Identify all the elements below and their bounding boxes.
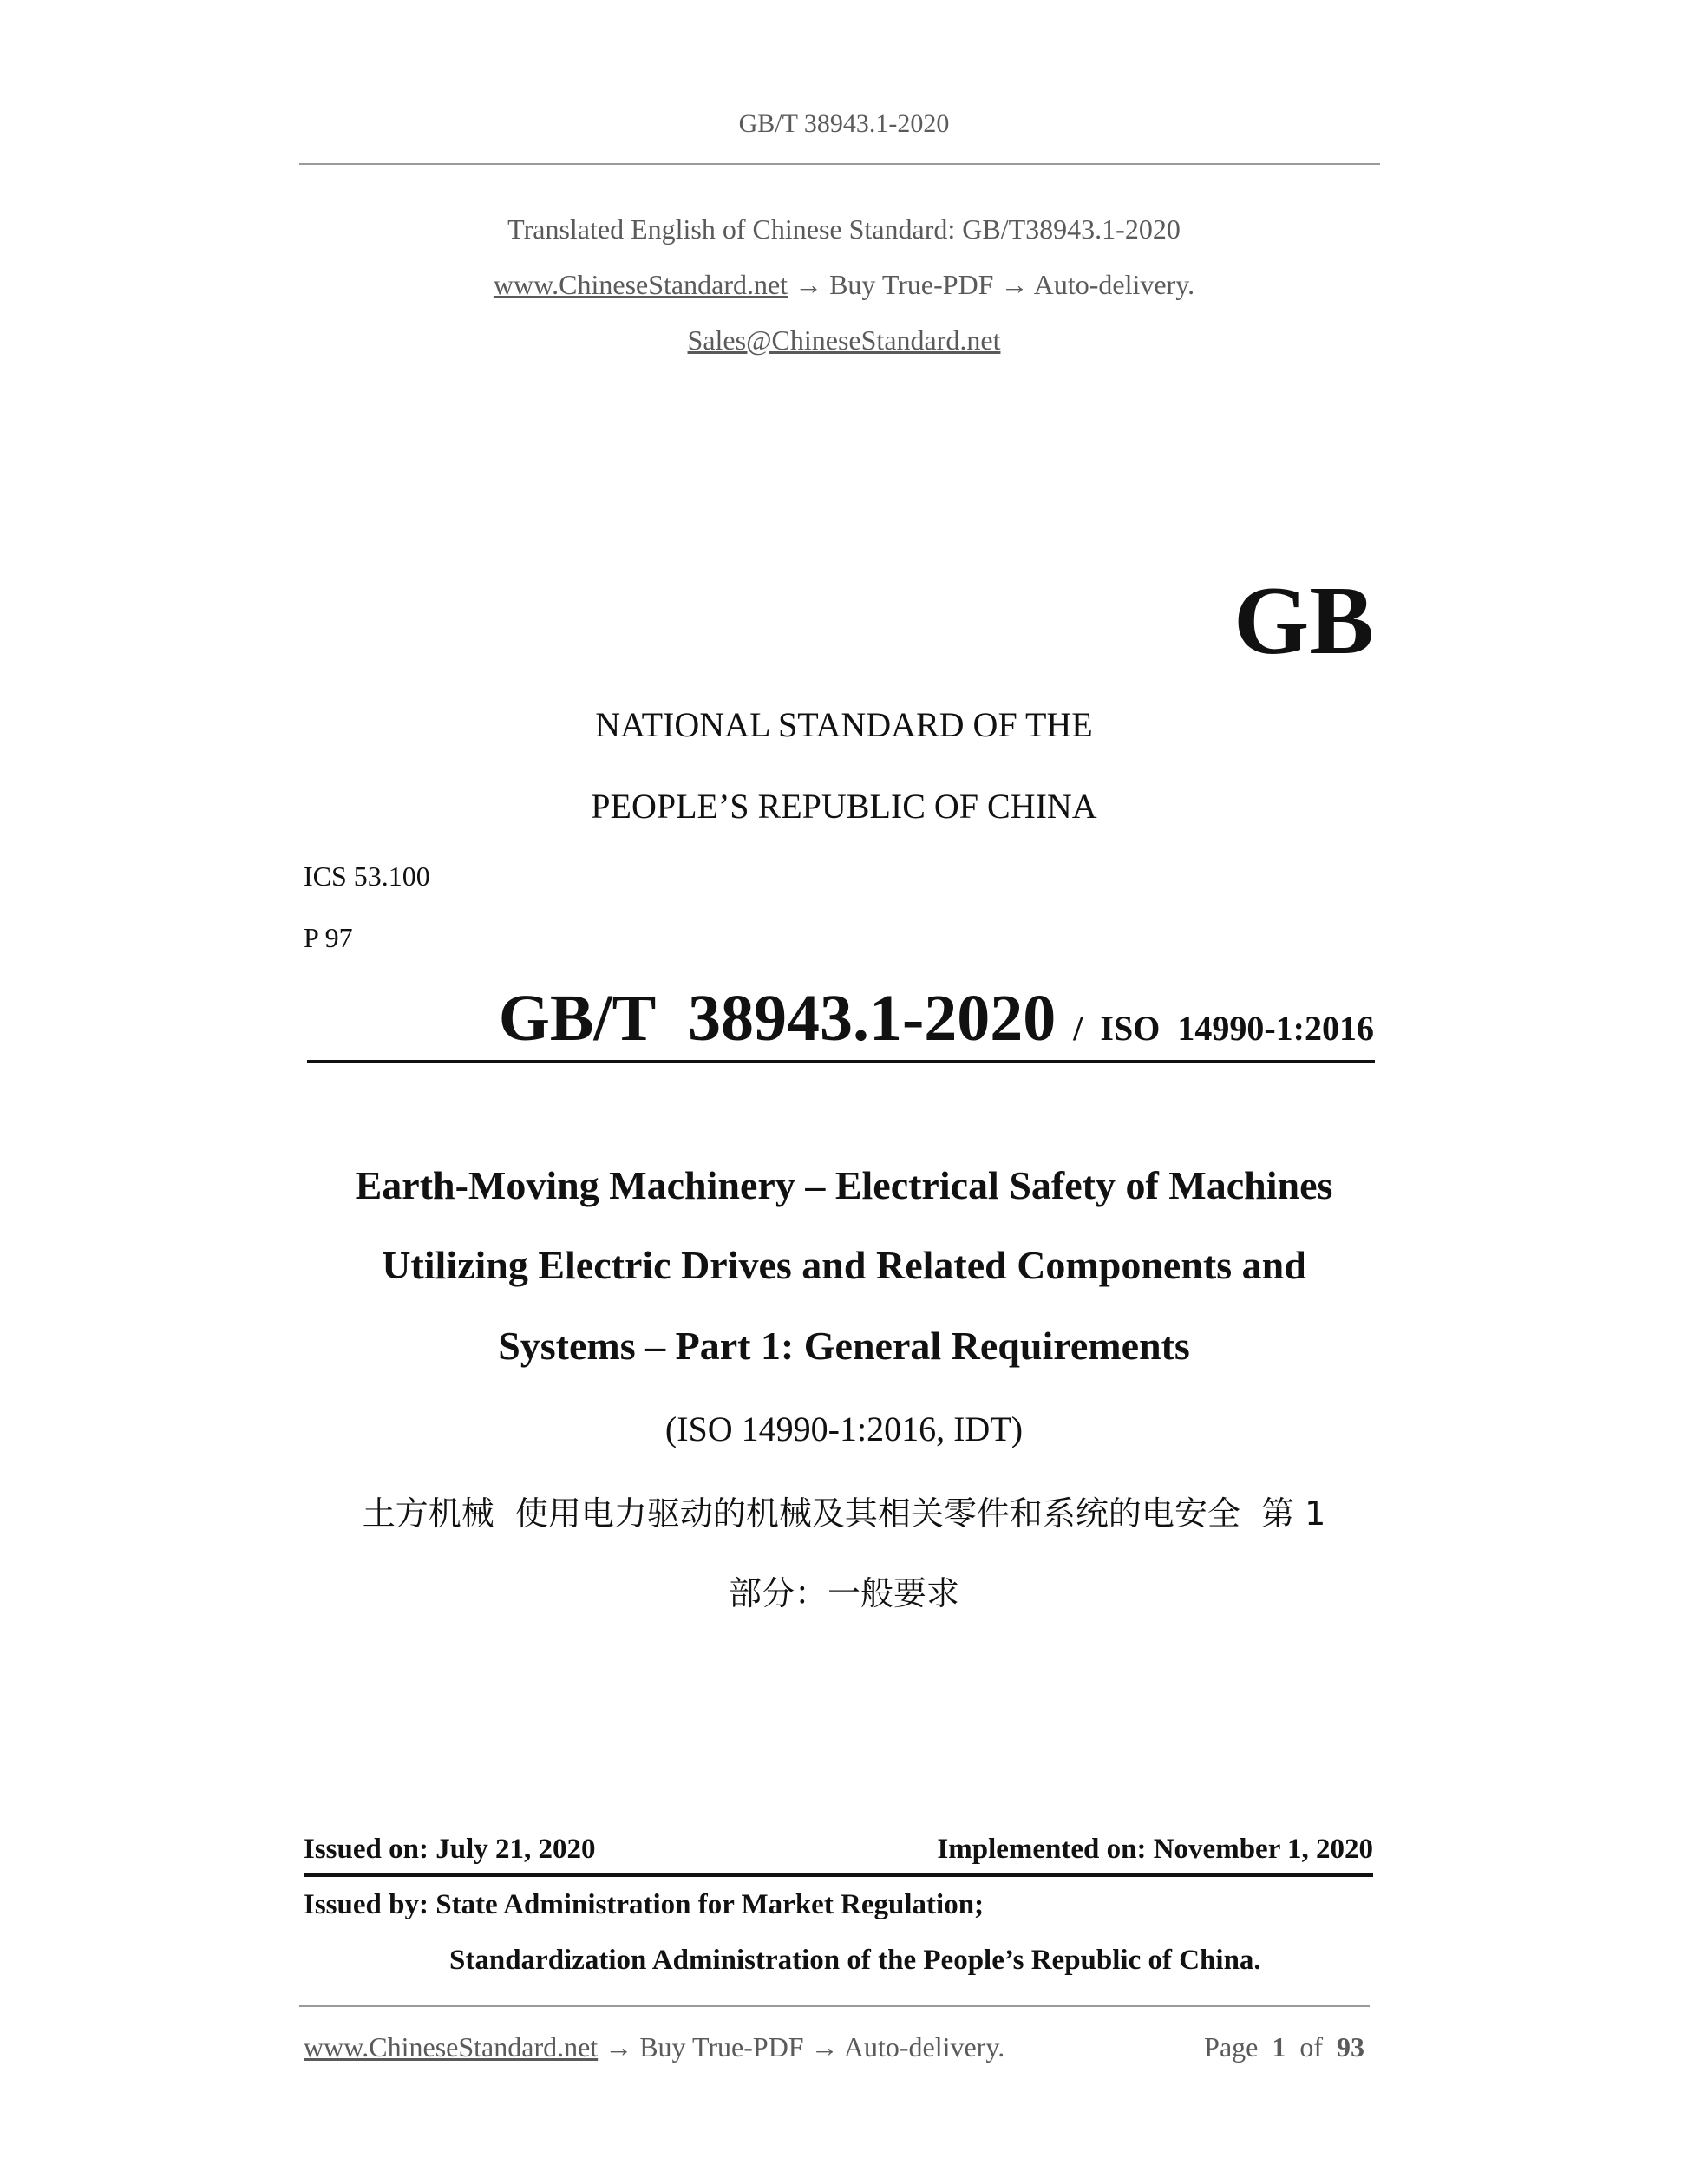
page-label: Page — [1204, 2031, 1259, 2063]
national-standard-line1: NATIONAL STANDARD OF THE — [595, 705, 1093, 744]
arrow-right-icon: → — [810, 2031, 839, 2063]
standard-number: GB/T 38943.1-2020 — [498, 982, 1057, 1055]
national-standard-line2: PEOPLE’S REPUBLIC OF CHINA — [591, 787, 1097, 826]
of-label: of — [1299, 2031, 1323, 2063]
email-line — [0, 324, 1688, 356]
footer-purchase-line — [304, 2031, 1004, 2063]
slash-separator: / — [1073, 1009, 1083, 1048]
buy-true-pdf-text: Buy True-PDF — [829, 269, 994, 300]
iso-equivalence: (ISO 14990-1:2016, IDT) — [664, 1409, 1024, 1448]
standard-number-line — [492, 971, 1374, 1055]
translation-note: Translated English of Chinese Standard: GB/T38943.1-2020 — [507, 213, 1181, 245]
sales-email-link[interactable]: Sales@ChineseStandard.net — [687, 324, 1001, 356]
dates-divider — [304, 1873, 1373, 1877]
arrow-right-icon: → — [795, 269, 823, 300]
issued-by-line1: Issued by: State Administration for Market Regulation; — [304, 1889, 985, 1920]
chinese-title-line1: 土方机械 使用电力驱动的机械及其相关零件和系统的电安全 第 1 — [362, 1494, 1326, 1533]
footer-auto-delivery-text: Auto-delivery. — [843, 2031, 1005, 2063]
header-divider — [299, 163, 1380, 165]
site-link[interactable]: www.ChineseStandard.net — [493, 269, 788, 300]
page-indicator — [1204, 2031, 1364, 2063]
title-divider — [307, 1060, 1375, 1063]
total-pages: 93 — [1337, 2031, 1364, 2063]
iso-number: ISO 14990-1:2016 — [1100, 1009, 1374, 1048]
arrow-right-icon: → — [605, 2031, 633, 2063]
ics-code: ICS 53.100 — [304, 860, 430, 892]
title-line3: Systems – Part 1: General Requirements — [498, 1324, 1190, 1368]
issued-on-date: Issued on: July 21, 2020 — [304, 1834, 596, 1865]
ccs-code: P 97 — [304, 922, 353, 953]
purchase-line — [0, 269, 1688, 301]
running-title: GB/T 38943.1-2020 — [738, 109, 950, 138]
implemented-on-date: Implemented on: November 1, 2020 — [937, 1834, 1373, 1865]
footer-buy-true-pdf-text: Buy True-PDF — [639, 2031, 804, 2063]
footer-divider — [299, 2005, 1370, 2007]
chinese-title-line2: 部分：一般要求 — [728, 1574, 959, 1612]
issued-by-line2: Standardization Administration of the People’s Republic of China. — [449, 1945, 1261, 1976]
auto-delivery-text: Auto-delivery. — [1033, 269, 1195, 300]
footer-site-link[interactable]: www.ChineseStandard.net — [304, 2031, 599, 2063]
gb-logo: GB — [1233, 567, 1374, 675]
title-line2: Utilizing Electric Drives and Related Components and — [382, 1243, 1306, 1287]
arrow-right-icon: → — [1000, 269, 1029, 300]
title-line1: Earth-Moving Machinery – Electrical Safety of Machines — [355, 1163, 1333, 1207]
page-number: 1 — [1272, 2031, 1286, 2063]
